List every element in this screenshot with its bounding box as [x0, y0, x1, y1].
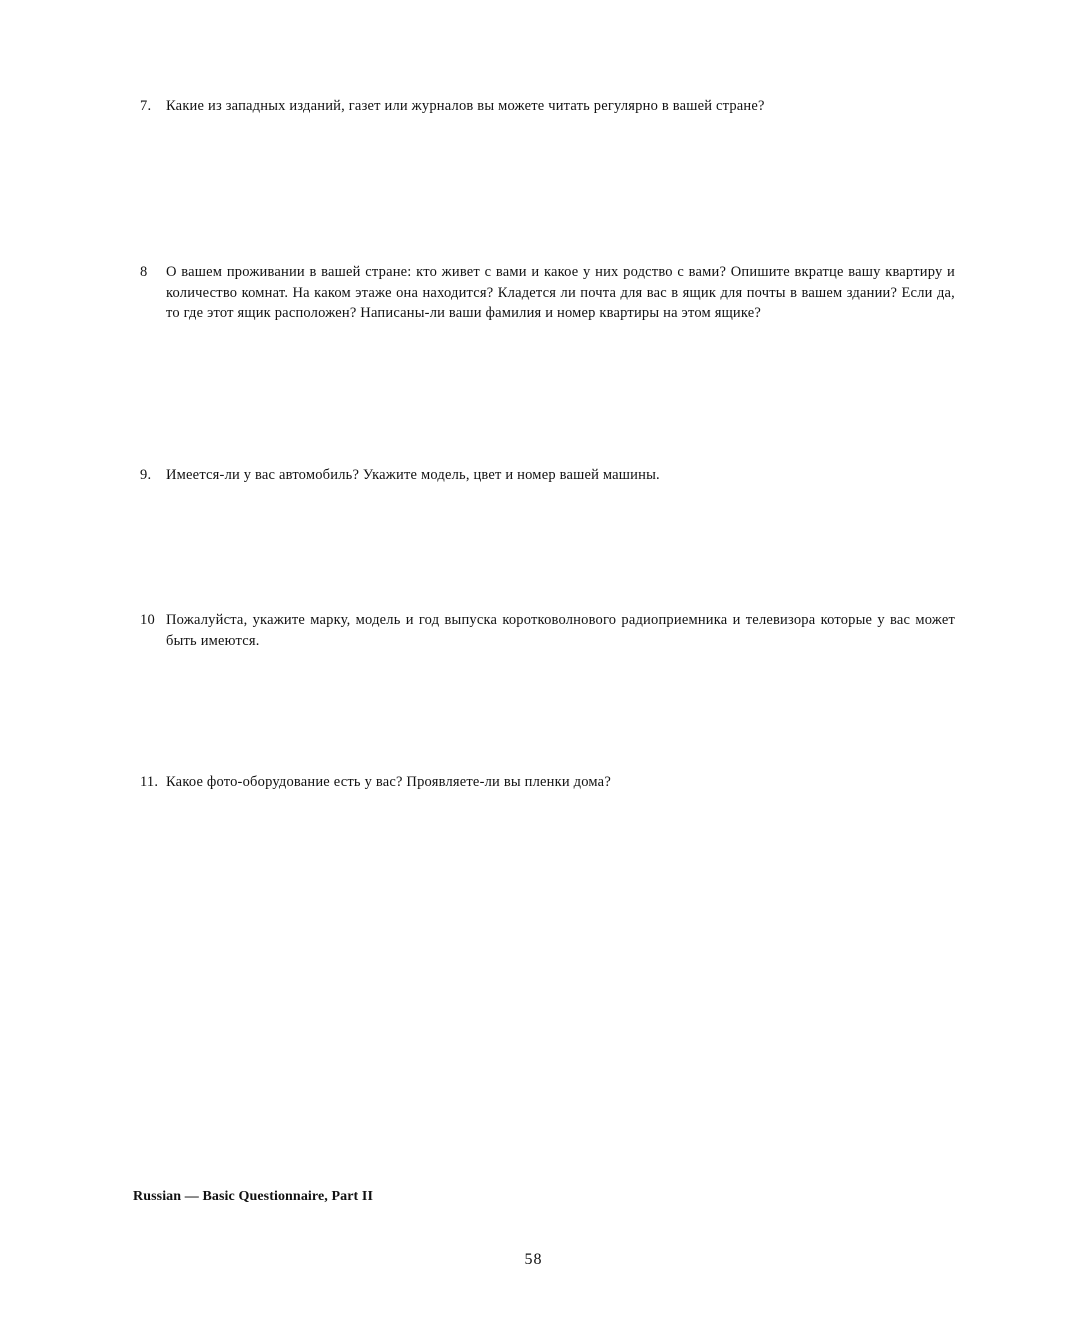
- footer-title: Russian — Basic Questionnaire, Part II: [133, 1189, 374, 1204]
- question-text: Имеется-ли у вас автомобиль? Укажите модель, цвет и номер вашей машины.: [166, 467, 660, 483]
- question-text: Какие из западных изданий, газет или журналов вы можете читать регулярно в вашей стране?: [166, 98, 765, 114]
- page-number: 58: [524, 1251, 543, 1268]
- question-8: [140, 262, 955, 324]
- question-number: 10: [140, 612, 155, 628]
- question-number: 11.: [140, 774, 159, 790]
- question-text: Пожалуйста, укажите марку, модель и год выпуска коротковолнового радиоприемника и телевизора которые у вас может быть имеются.: [166, 612, 955, 649]
- question-number: 7.: [140, 98, 152, 114]
- question-11: [140, 772, 955, 793]
- question-number: 9.: [140, 467, 152, 483]
- question-7: [140, 96, 955, 117]
- question-text: О вашем проживании в вашей стране: кто живет с вами и какое у них родство с вами? Опишите вкратце вашу квартиру и количество комнат. На каком этаже она находится? Кладется ли почта для вас в ящик для почты в вашем здании? Если да, то где этот ящик расположен? Написаны-ли ваши фамилия и номер квартиры на этом ящике?: [166, 264, 955, 321]
- question-text: Какое фото-оборудование есть у вас? Проявляете-ли вы пленки дома?: [166, 774, 611, 790]
- question-number: 8: [140, 264, 148, 280]
- question-9: [140, 465, 955, 486]
- question-10: [140, 610, 955, 651]
